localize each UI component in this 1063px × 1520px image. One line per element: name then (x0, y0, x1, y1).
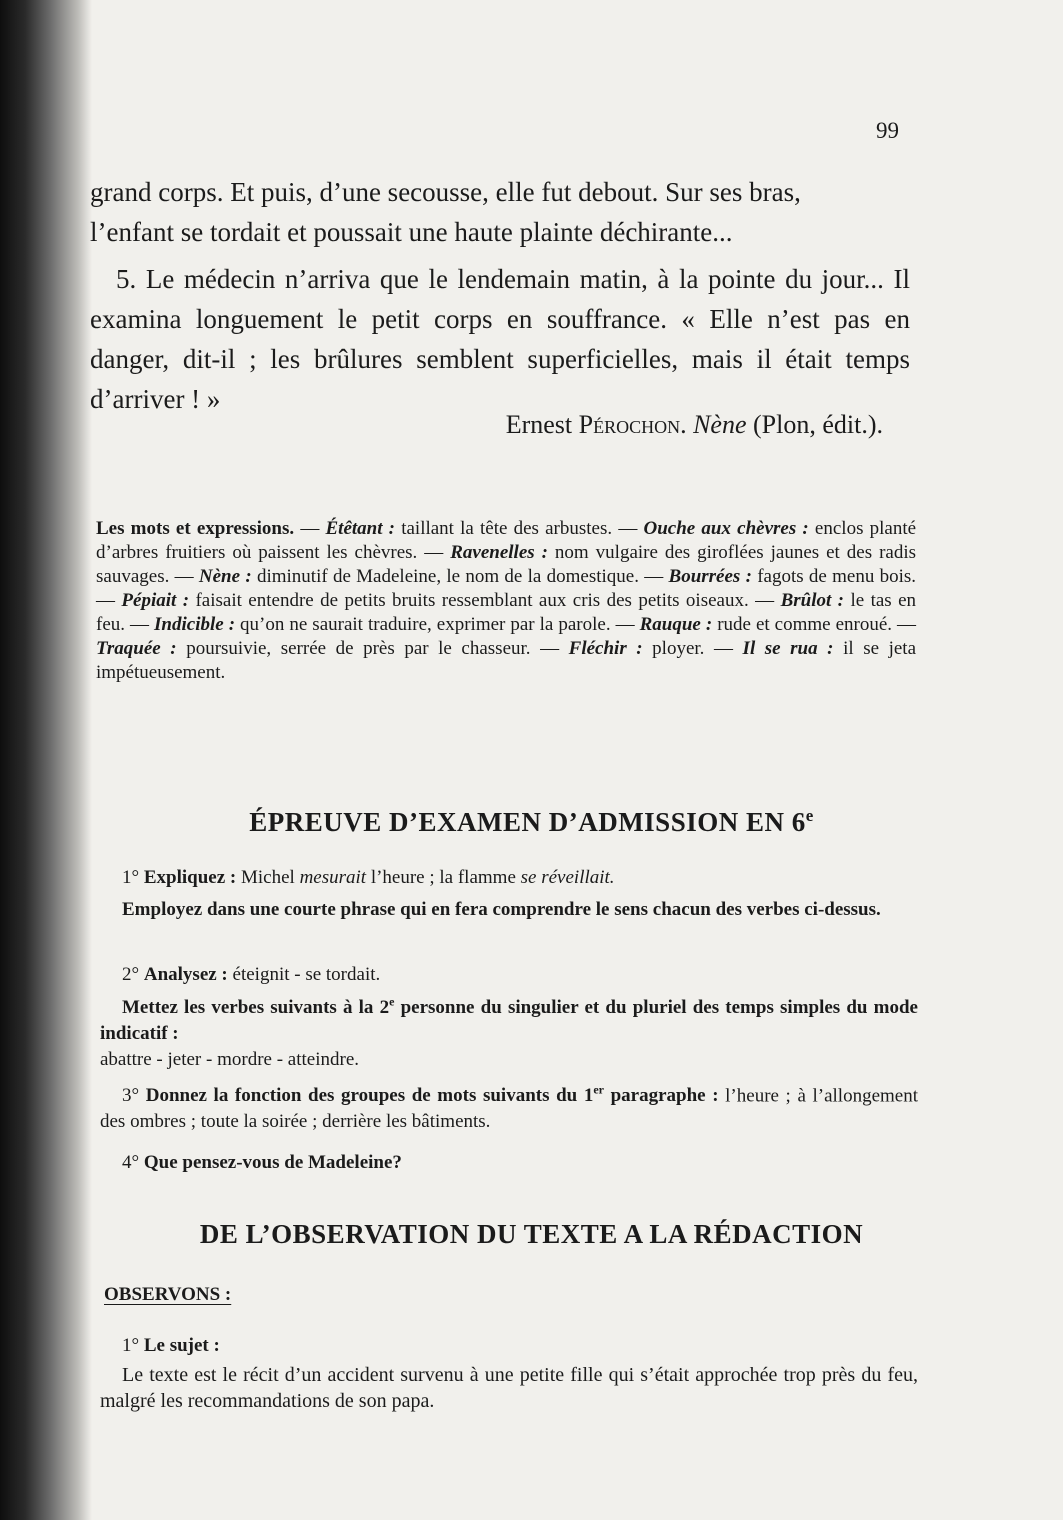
question-number: 4° (122, 1152, 140, 1173)
glossary-term: Bourrées : (668, 566, 752, 587)
glossary-def: taillant la tête des arbustes. (401, 518, 613, 539)
author-firstname: Ernest (505, 410, 573, 439)
sujet-body: Le texte est le récit d’un accident survenu à une petite fille qui s’était approchée trop près du feu, malgré les recommandations de son papa. (100, 1364, 918, 1412)
glossary-def: qu’on ne saurait traduire, exprimer par la parole. (240, 614, 611, 635)
exam-question-1-instruction (100, 897, 918, 923)
work-title: Nène (693, 410, 747, 439)
question-text: éteignit - se tordait. (232, 964, 381, 985)
exam-question-2-instruction (100, 989, 918, 1073)
exam-question-4 (100, 1150, 918, 1176)
question-sup: er (593, 1083, 604, 1097)
question-text: Michel (240, 867, 295, 888)
instruction-text: Mettez les verbes suivants à la 2 (122, 997, 390, 1019)
question-number: 2° (122, 964, 140, 985)
glossary-def: faisait entendre de petits bruits ressemblant aux cris des petits oiseaux. (195, 590, 749, 611)
glossary-term: Ouche aux chèvres : (643, 518, 809, 539)
question-number: 3° (122, 1085, 140, 1107)
story-line: l’enfant se tordait et poussait une haute plainte déchirante... (90, 217, 733, 247)
glossary-heading: Les mots et expressions. (96, 518, 295, 539)
redaction-heading: DE L’OBSERVATION DU TEXTE A LA RÉDACTION (199, 1219, 864, 1249)
story-line: grand corps. Et puis, d’une secousse, elle fut debout. Sur ses bras, (90, 177, 801, 207)
story-paragraph-5: 5. Le médecin n’arriva que le lendemain matin, à la pointe du jour... Il examina longuement le petit corps en souffrance. « Elle n’est pas en danger, dit-il ; les brûlures semblent superficielles, mais il était temps d’arriver ! » (90, 264, 910, 414)
glossary-term: Rauque : (639, 614, 713, 635)
publisher: (Plon, édit.). (753, 410, 883, 439)
observons-heading: OBSERVONS : (104, 1284, 232, 1305)
exam-question-2 (100, 962, 918, 988)
glossary-def: poursuivie, serrée de près par le chasseur. (186, 638, 531, 659)
glossary-def: rude et comme enroué. (717, 614, 893, 635)
glossary-term: Fléchir : (568, 638, 643, 659)
verbs-list: abattre - jeter - mordre - atteindre. (100, 1049, 359, 1071)
question-text-italic: mesurait (299, 867, 367, 888)
question-number: 1° (122, 867, 140, 888)
glossary-term: Indicible : (154, 614, 236, 635)
glossary-term: Pépiait : (121, 590, 190, 611)
exam-heading (0, 806, 1063, 838)
glossary-def: enclos planté d’arbres fruitiers où paissent les chèvres. (96, 518, 917, 563)
glossary-term: Il se rua : (742, 638, 834, 659)
page-number: 99 (876, 118, 899, 143)
glossary-def: fagots de menu bois. (757, 566, 917, 587)
question-text: l’heure ; la flamme (370, 867, 516, 888)
exam-question-3 (100, 1077, 918, 1135)
glossary-def: il se jeta impétueusement. (96, 638, 917, 683)
exam-question-1 (100, 865, 918, 891)
glossary: Les mots et expressions. — Étêtant : taillant la tête des arbustes. — Ouche aux chèvres : enclos planté d’arbres fruitiers où paissent les chèvres. — Ravenelles : nom vulgaire des giroflées jaunes et des radis sauvages. — Nène : diminutif de Madeleine, le nom de la domestique. — Bourrées : fagots de menu bois. — Pépiait : faisait entendre de petits bruits ressemblant aux cris des petits oiseaux. — Brûlot : le tas en feu. — Indicible : qu’on ne saurait traduire, exprimer par la parole. — Rauque : rude et comme enroué. — Traquée : poursuivie, serrée de près par le chasseur. — Fléchir : ployer. — Il se rua : il se jeta impétueusement. (96, 518, 917, 683)
question-text-part: Donnez la fonction des groupes de mots suivants du 1 (145, 1085, 594, 1107)
exam-title: ÉPREUVE D’EXAMEN D’ADMISSION EN 6 (249, 807, 806, 837)
glossary-term: Nène : (198, 566, 252, 587)
instruction-text: personne du singulier et du pluriel des temps simples du mode indicatif : (100, 997, 918, 1045)
question-instruction (100, 997, 918, 1044)
word-groups: l’heure ; à l’allongement des ombres ; toute la soirée ; derrière les bâtiments. (100, 1085, 919, 1133)
question-label: Expliquez : (143, 867, 237, 888)
author-lastname: Pérochon. (578, 410, 687, 439)
question-text-italic: se réveillait. (520, 867, 615, 888)
instruction-sup: e (389, 995, 395, 1009)
glossary-def: le tas en feu. (96, 590, 917, 635)
glossary-def: nom vulgaire des giroflées jaunes et des radis sauvages. (96, 542, 917, 587)
question-text (146, 1085, 719, 1106)
sujet-label: Le sujet : (143, 1335, 220, 1356)
sujet-text (100, 1362, 918, 1414)
question-instruction: Employez dans une courte phrase qui en fera comprendre le sens chacun des verbes ci-dessus. (122, 899, 881, 920)
question-text: Que pensez-vous de Madeleine? (143, 1152, 402, 1173)
sujet-number: 1° (122, 1335, 140, 1356)
question-text-part: paragraphe : (604, 1085, 719, 1107)
glossary-term: Ravenelles : (450, 542, 548, 563)
question-label: Analysez : (143, 964, 228, 985)
exam-title-sup: e (805, 806, 814, 825)
glossary-def: diminutif de Madeleine, le nom de la domestique. (256, 566, 639, 587)
attribution (506, 410, 883, 440)
glossary-term: Brûlot : (780, 590, 845, 611)
story-paragraph-4-end (90, 172, 910, 252)
glossary-term: Étêtant : (325, 518, 396, 539)
sujet-item (100, 1333, 918, 1359)
glossary-def: ployer. (652, 638, 705, 659)
glossary-term: Traquée : (96, 638, 177, 659)
